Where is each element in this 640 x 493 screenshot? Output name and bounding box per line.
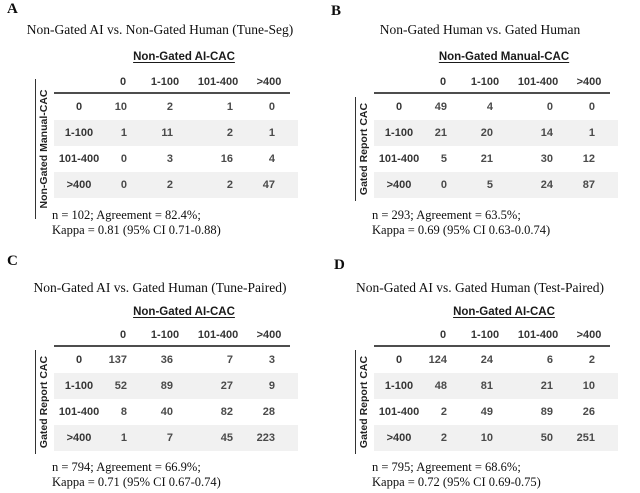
header-row [54,72,298,92]
matrix-row [54,94,298,120]
matrix-cell: 10 [582,380,595,392]
matrix-cell: 2 [226,179,233,191]
stats-line2: Kappa = 0.81 (95% CI 0.71-0.88) [52,223,221,237]
matrix-cell: 3 [166,153,173,165]
header-row [374,325,618,345]
matrix-cell: 2 [166,101,173,113]
matrix-row [54,146,298,172]
matrix-row [374,347,618,373]
row-label: 101-400 [378,153,420,165]
matrix-cell: 36 [160,354,173,366]
panel-letter: C [7,253,18,269]
col-header: 1-100 [470,329,500,341]
header-row [54,325,298,345]
matrix-row [54,399,298,425]
stats-line1: n = 794; Agreement = 66.9%; [52,460,201,474]
matrix-cell: 2 [440,406,447,418]
col-axis-label: Non-Gated Manual-CAC [438,51,570,63]
stats-line2: Kappa = 0.71 (95% CI 0.67-0.74) [52,475,221,489]
row-axis-label: Gated Report CAC [355,97,373,201]
col-header: 0 [119,76,127,88]
row-label: >400 [66,432,92,444]
matrix-cell: 10 [480,432,493,444]
stats-line2: Kappa = 0.72 (95% CI 0.69-0.75) [372,475,541,489]
matrix-row [54,373,298,399]
row-label: 0 [75,101,83,113]
confusion-matrix [54,72,298,198]
matrix-cell: 12 [582,153,595,165]
stats-line2: Kappa = 0.69 (95% CI 0.63-0.0.74) [372,223,551,237]
stats-line1: n = 795; Agreement = 68.6%; [372,460,521,474]
col-header: 101-400 [197,329,239,341]
col-header: 101-400 [517,76,559,88]
matrix-cell: 26 [582,406,595,418]
panel-B [320,0,640,246]
row-label: >400 [66,179,92,191]
matrix-cell: 2 [588,354,595,366]
matrix-cell: 5 [486,179,493,191]
panel-letter: D [334,257,345,273]
matrix-row [54,425,298,451]
matrix-row [374,425,618,451]
matrix-cell: 124 [428,354,447,366]
matrix-cell: 1 [120,432,127,444]
row-axis-label: Non-Gated Manual-CAC [35,79,53,219]
matrix-row [54,172,298,198]
matrix-cell: 40 [160,406,173,418]
header-row [374,72,618,92]
row-label: 1-100 [384,380,414,392]
panel-letter: A [7,1,18,17]
matrix-cell: 82 [220,406,233,418]
row-axis-label: Gated Report CAC [35,350,53,454]
matrix-cell: 137 [108,354,127,366]
col-header: 101-400 [517,329,559,341]
row-label: 0 [395,101,403,113]
matrix-cell: 9 [268,380,275,392]
matrix-cell: 24 [540,179,553,191]
matrix-cell: 27 [220,380,233,392]
panel-D [320,247,640,493]
matrix-cell: 0 [120,153,127,165]
matrix-row [374,373,618,399]
matrix-cell: 81 [480,380,493,392]
matrix-cell: 1 [588,127,595,139]
matrix-cell: 0 [440,179,447,191]
col-axis-label: Non-Gated AI-CAC [133,306,235,318]
matrix-cell: 21 [480,153,493,165]
row-axis-label: Gated Report CAC [355,350,373,454]
matrix-cell: 28 [262,406,275,418]
matrix-cell: 21 [540,380,553,392]
row-label: 0 [75,354,83,366]
matrix-cell: 24 [480,354,493,366]
matrix-cell: 0 [588,101,595,113]
stats-note [372,460,541,490]
matrix-cell: 4 [486,101,493,113]
matrix-cell: 89 [160,380,173,392]
matrix-cell: 1 [120,127,127,139]
panel-C [0,247,320,493]
matrix-cell: 2 [166,179,173,191]
matrix-cell: 6 [546,354,553,366]
matrix-cell: 0 [268,101,275,113]
matrix-cell: 4 [268,153,275,165]
col-axis-label: Non-Gated AI-CAC [133,51,235,63]
stats-note [52,208,221,238]
matrix-cell: 5 [440,153,447,165]
matrix-cell: 251 [576,432,595,444]
matrix-cell: 7 [226,354,233,366]
confusion-matrix [374,72,618,198]
row-label: 101-400 [58,153,100,165]
matrix-cell: 16 [220,153,233,165]
matrix-cell: 48 [434,380,447,392]
matrix-cell: 50 [540,432,553,444]
matrix-cell: 49 [480,406,493,418]
matrix-cell: 45 [220,432,233,444]
matrix-cell: 14 [540,127,553,139]
matrix-cell: 21 [434,127,447,139]
matrix-cell: 0 [120,179,127,191]
row-label: 101-400 [378,406,420,418]
stats-note [52,460,221,490]
matrix-cell: 89 [540,406,553,418]
matrix-cell: 49 [434,101,447,113]
col-header: 1-100 [150,329,180,341]
stats-line1: n = 293; Agreement = 63.5%; [372,208,521,222]
matrix-row [374,120,618,146]
matrix-cell: 1 [226,101,233,113]
col-header: 0 [119,329,127,341]
matrix-cell: 223 [256,432,275,444]
row-label: 1-100 [384,127,414,139]
col-header: >400 [256,76,282,88]
matrix-row [374,399,618,425]
stats-note [372,208,550,238]
row-label: 101-400 [58,406,100,418]
row-label: >400 [386,432,412,444]
panel-title: Non-Gated AI vs. Non-Gated Human (Tune-Seg) [26,22,294,37]
matrix-cell: 52 [114,380,127,392]
col-header: 0 [439,329,447,341]
matrix-row [54,347,298,373]
matrix-row [54,120,298,146]
confusion-matrix [374,325,618,451]
col-header: 101-400 [197,76,239,88]
matrix-cell: 3 [268,354,275,366]
col-header: >400 [576,76,602,88]
matrix-row [374,172,618,198]
panel-title: Non-Gated Human vs. Gated Human [379,22,581,37]
matrix-cell: 47 [262,179,275,191]
matrix-cell: 0 [546,101,553,113]
matrix-cell: 2 [226,127,233,139]
col-header: >400 [256,329,282,341]
col-header: 0 [439,76,447,88]
matrix-cell: 1 [268,127,275,139]
matrix-cell: 10 [114,101,127,113]
matrix-cell: 8 [120,406,127,418]
matrix-cell: 2 [440,432,447,444]
panel-A [0,0,320,246]
row-label: 0 [395,354,403,366]
matrix-cell: 20 [480,127,493,139]
matrix-row [374,94,618,120]
col-header: >400 [576,329,602,341]
row-label: >400 [386,179,412,191]
row-label: 1-100 [64,127,94,139]
stats-line1: n = 102; Agreement = 82.4%; [52,208,201,222]
confusion-matrix [54,325,298,451]
matrix-row [374,146,618,172]
panel-title: Non-Gated AI vs. Gated Human (Test-Paired) [356,280,604,295]
panel-letter: B [331,3,342,19]
panel-title: Non-Gated AI vs. Gated Human (Tune-Paired) [33,280,287,295]
col-axis-label: Non-Gated AI-CAC [453,306,555,318]
col-header: 1-100 [150,76,180,88]
col-header: 1-100 [470,76,500,88]
matrix-cell: 87 [582,179,595,191]
matrix-cell: 30 [540,153,553,165]
row-label: 1-100 [64,380,94,392]
matrix-cell: 7 [166,432,173,444]
matrix-cell: 11 [161,127,173,139]
